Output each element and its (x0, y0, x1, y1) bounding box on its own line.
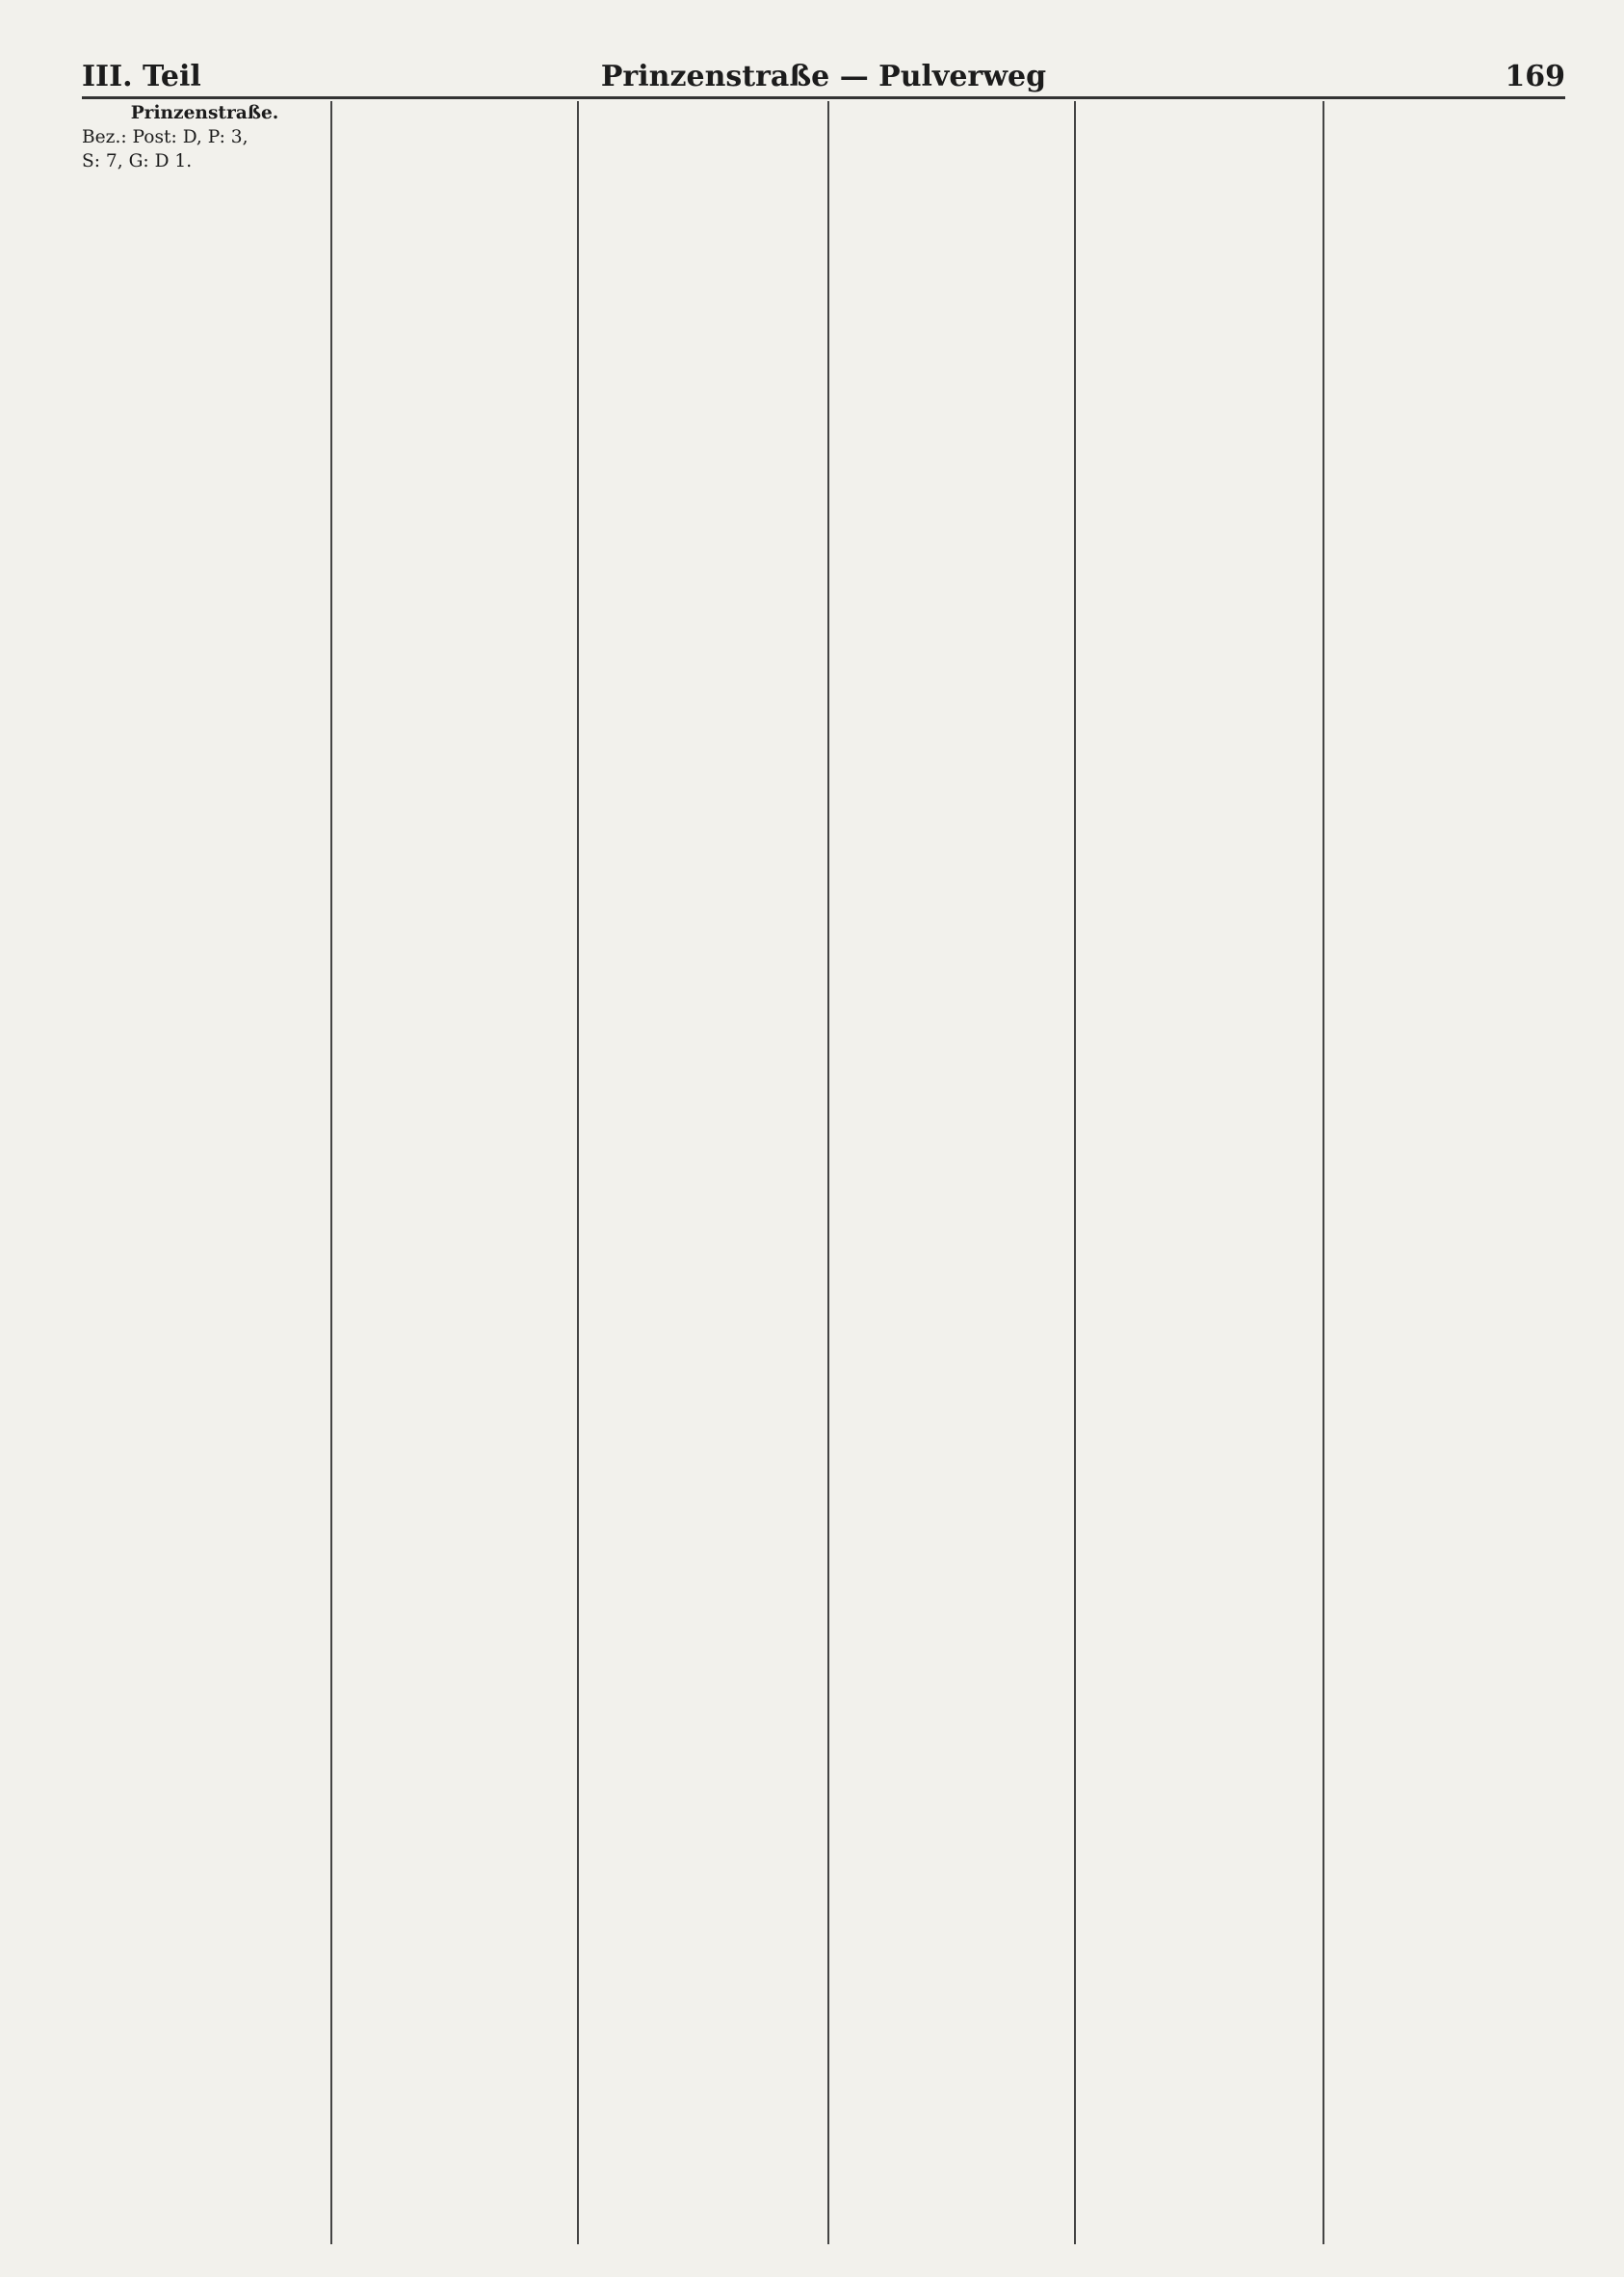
column-4 (832, 101, 1071, 2244)
column-1 (82, 101, 327, 2244)
district-line: S: 7, G: D 1. (82, 151, 193, 172)
column-2 (335, 101, 574, 2244)
page-number: 169 (1505, 60, 1565, 93)
part-label: III. Teil (82, 60, 201, 93)
column-separator (827, 101, 829, 2244)
column-separator (330, 101, 332, 2244)
street-heading-prinzenstrasse: Prinzenstraße. (130, 103, 279, 123)
column-separator (1074, 101, 1076, 2244)
column-6 (1326, 101, 1565, 2244)
column-3 (582, 101, 825, 2244)
column-separator (577, 101, 579, 2244)
column-5 (1079, 101, 1320, 2244)
header-rule (82, 96, 1565, 99)
street-range: Prinzenstraße — Pulverweg (600, 60, 1047, 93)
column-separator (1323, 101, 1324, 2244)
district-line: Bez.: Post: D, P: 3, (82, 127, 249, 148)
